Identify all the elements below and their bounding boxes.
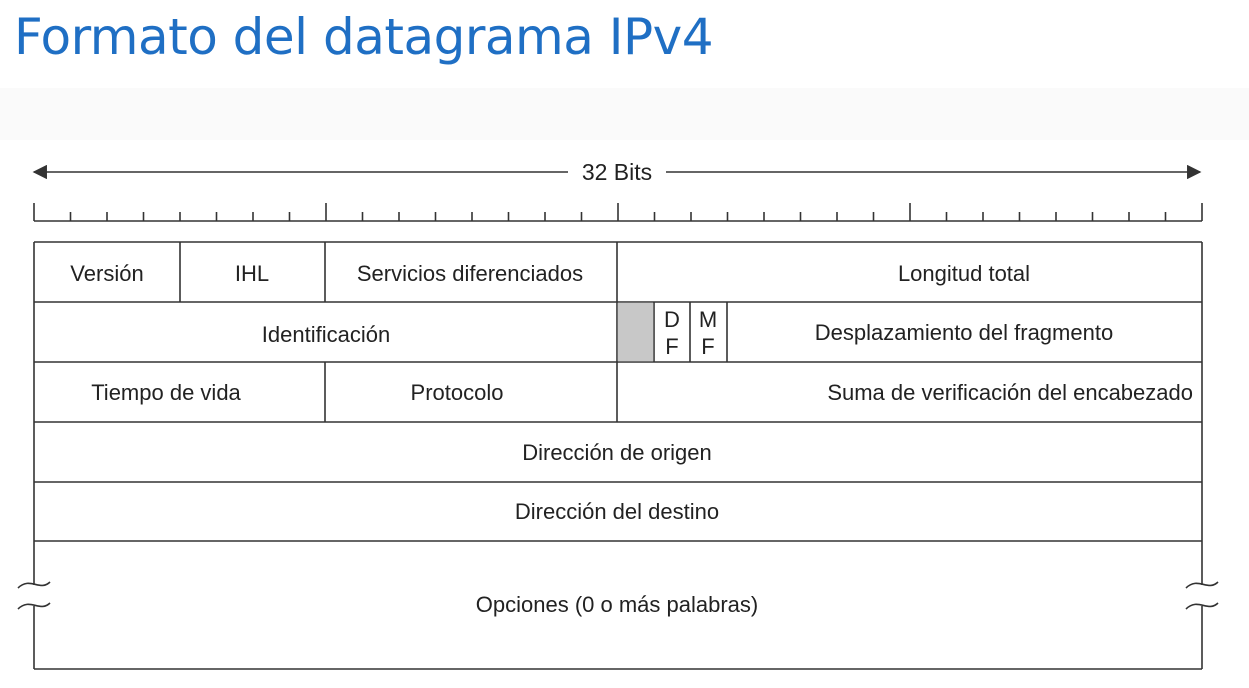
left-break-squiggle [18, 582, 50, 609]
flag-mf-bottom: F [701, 334, 715, 359]
slide-title: Formato del datagrama IPv4 [14, 8, 714, 66]
field-total-length: Longitud total [897, 261, 1031, 286]
field-options: Opciones (0 o más palabras) [475, 592, 759, 617]
bits-label: 32 Bits [581, 159, 653, 185]
field-identification: Identificación [261, 322, 391, 347]
field-source-address: Dirección de origen [522, 440, 712, 465]
reserved-bit-cell [618, 303, 653, 361]
field-ttl: Tiempo de vida [91, 380, 241, 405]
field-destination-address: Dirección del destino [514, 499, 720, 524]
field-services: Servicios diferenciados [356, 261, 584, 286]
bit-ruler [34, 203, 1202, 221]
flag-df-top: D [664, 307, 680, 332]
field-protocol: Protocolo [410, 380, 504, 405]
field-ihl: IHL [234, 261, 270, 286]
field-version: Versión [70, 261, 144, 286]
flag-mf-top: M [698, 307, 718, 332]
flag-df-bottom: F [665, 334, 679, 359]
field-fragment-offset: Desplazamiento del fragmento [814, 320, 1114, 345]
field-checksum: Suma de verificación del encabezado [827, 380, 1193, 405]
right-break-squiggle [1186, 582, 1218, 609]
